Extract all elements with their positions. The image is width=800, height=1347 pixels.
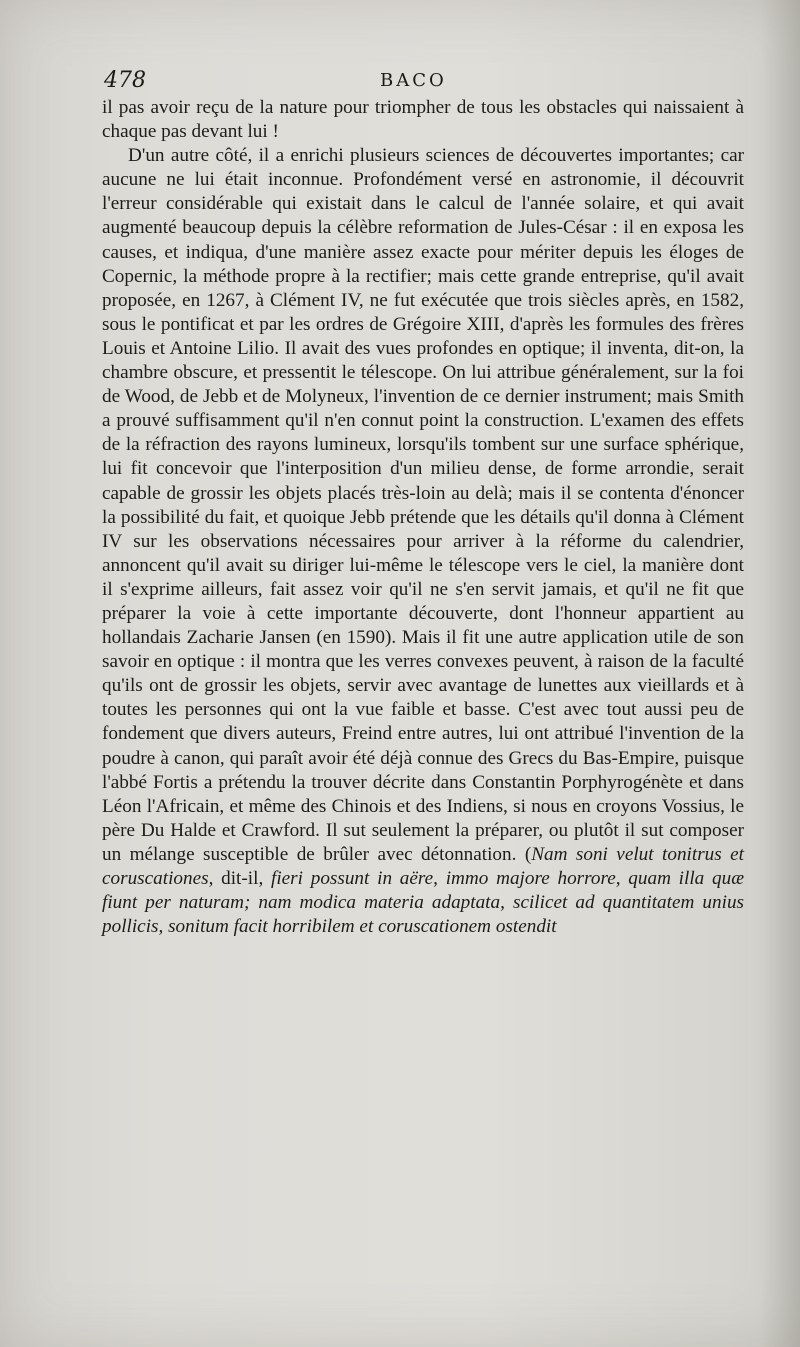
- page-number: 478: [104, 68, 146, 93]
- running-head: BACO: [380, 70, 447, 91]
- body-text: [102, 96, 744, 939]
- latin-quote-part-2: fieri possunt in aëre, immo majore horrore, quam illa quæ fiunt per naturam; nam modica materia adaptata, scilicet ad quantitatem unius pollicis, sonitum facit horribilem et coruscationem ostendit: [102, 868, 744, 938]
- page-header: [104, 68, 744, 96]
- paragraph-main-text: D'un autre côté, il a enrichi plusieurs sciences de découvertes importantes; car aucune ne lui était inconnue. Profondément versé en astronomie, il découvrit l'erreur considérable qui existait dans le calcul de l'année solaire, et qui avait augmenté beaucoup depuis la célèbre reformation de Jules-César : il en exposa les causes, et indiqua, d'une manière assez exacte pour mériter depuis les éloges de Copernic, la méthode propre à la rectifier; mais cette grande entreprise, qu'il avait proposée, en 1267, à Clément IV, ne fut exécutée que trois siècles après, en 1582, sous le pontificat et par les ordres de Grégoire XIII, d'après les formules des frères Louis et Antoine Lilio. Il avait des vues profondes en optique; il inventa, dit-on, la chambre obscure, et pressentit le télescope. On lui attribue généralement, sur la foi de Wood, de Jebb et de Molyneux, l'invention de ce dernier instrument; mais Smith a prouvé suffisamment qu'il n'en connut point la construction. L'examen des effets de la réfraction des rayons lumineux, lorsqu'ils tombent sur une surface sphérique, lui fit concevoir que l'interposition d'un milieu dense, de forme arrondie, serait capable de grossir les objets placés très-loin au delà; mais il se contenta d'énoncer la possibilité du fait, et quoique Jebb prétende que les détails qu'il donna à Clément IV sur les observations nécessaires pour arriver à la réforme du calendrier, annoncent qu'il avait su diriger lui-même le télescope vers le ciel, la manière dont il s'exprime ailleurs, fait assez voir qu'il ne s'en servit jamais, et qu'il ne fit que préparer la voie à cette importante découverte, dont l'honneur appartient au hollandais Zacharie Jansen (en 1590). Mais il fit une autre application utile de son savoir en optique : il montra que les verres convexes peuvent, à raison de la faculté qu'ils ont de grossir les objets, servir avec avantage de lunettes aux vieillards et à toutes les personnes qui ont la vue faible et basse. C'est avec tout aussi peu de fondement que divers auteurs, Freind entre autres, lui ont attribué l'invention de la poudre à canon, qui paraît avoir été déjà connue des Grecs du Bas-Empire, puisque l'abbé Fortis a prétendu la trouver décrite dans Constantin Porphyrogénète et dans Léon l'Africain, et même des Chinois et des Indiens, si nous en croyons Vossius, le père Du Halde et Crawford. Il sut seulement la préparer, ou plutôt il sut composer un mélange susceptible de brûler avec détonnation.: [102, 145, 744, 865]
- paragraph-main: [102, 144, 744, 939]
- latin-quote-part-1: Nam soni velut tonitrus et coruscationes: [102, 843, 744, 889]
- quote-attribution: , dit-il,: [208, 868, 271, 889]
- paragraph-continuation: il pas avoir reçu de la nature pour triompher de tous les obstacles qui naissaient à chaque pas devant lui !: [102, 97, 744, 143]
- quote-open: (: [524, 843, 532, 865]
- page-edge-shadow: [760, 0, 800, 1347]
